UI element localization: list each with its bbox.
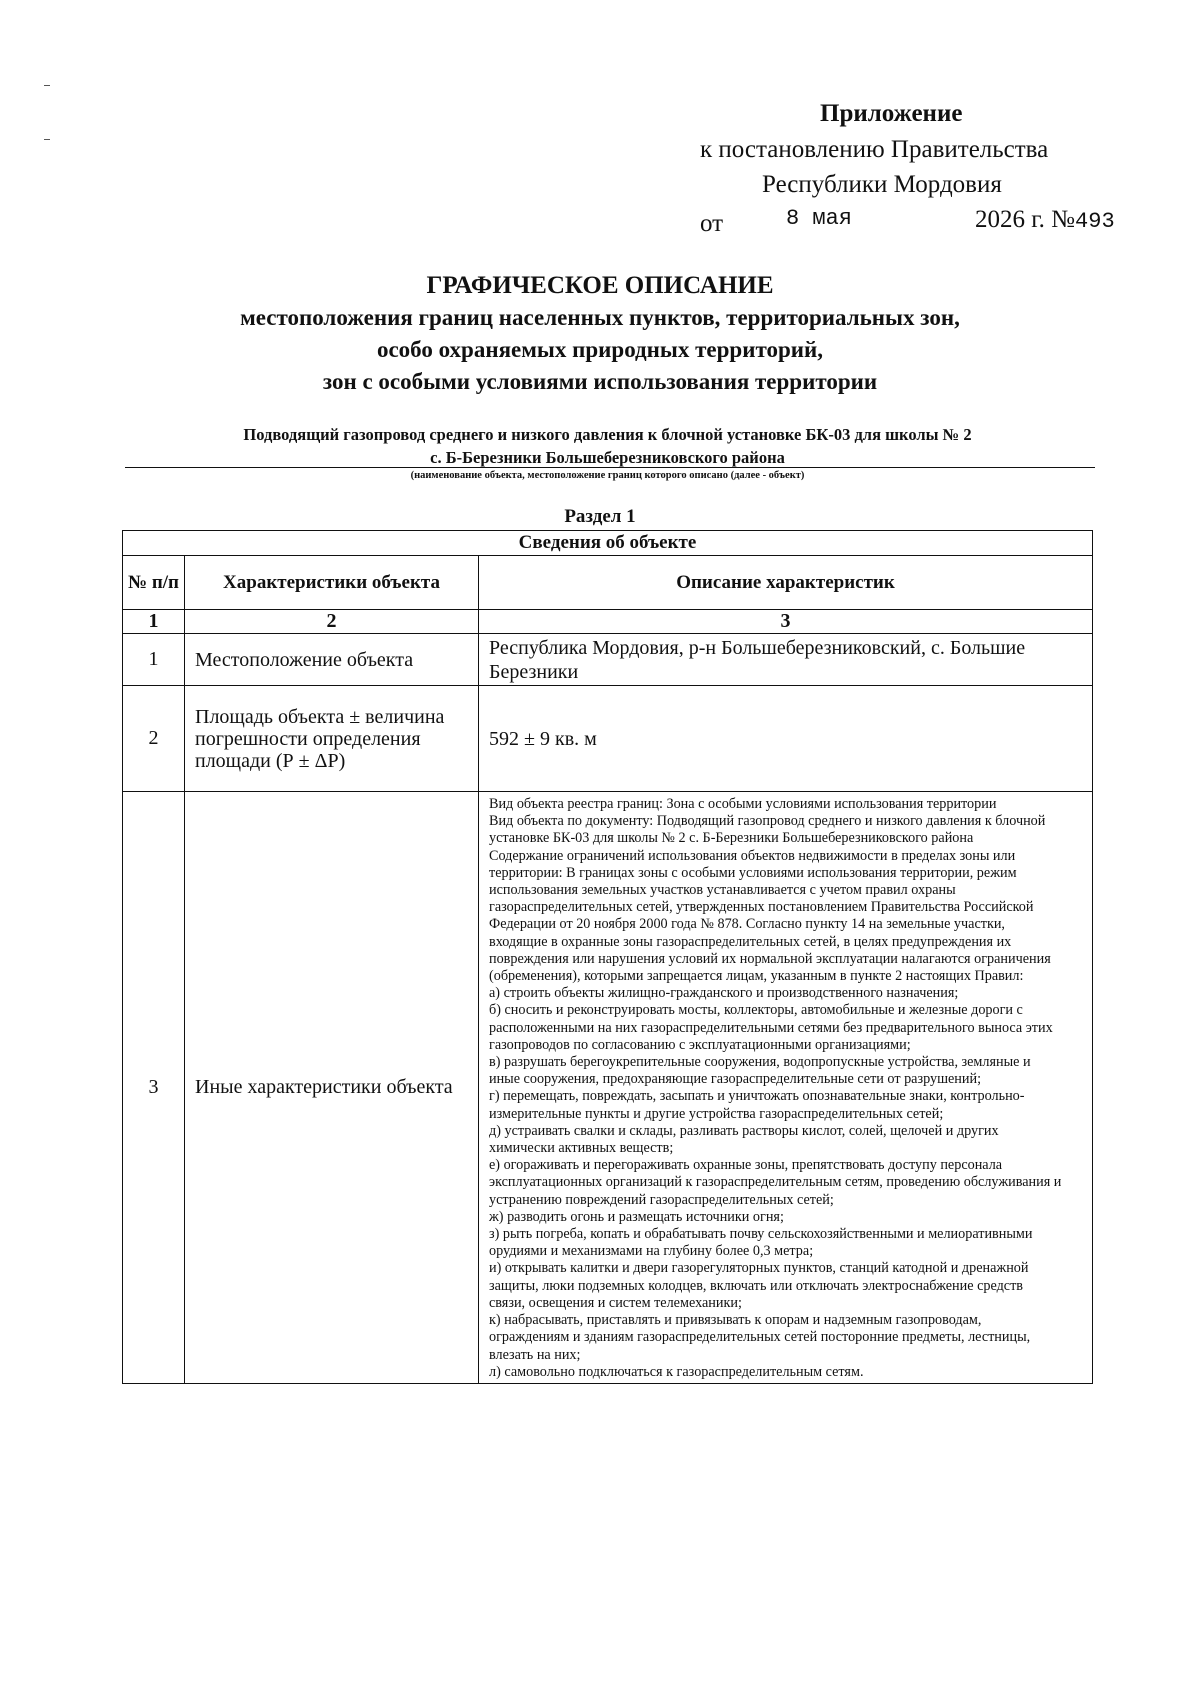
description-line: орудиями и механизмами на глубину более 0,3 метра;	[489, 1243, 814, 1260]
description-line: эксплуатационных организаций к газораспределительным сетям, проведению обслуживания и	[489, 1174, 1062, 1191]
description-line: связи, освещения и систем телемеханики;	[489, 1294, 742, 1311]
description-line: газораспределительных сетей, утвержденных постановлением Правительства Российской	[489, 899, 1034, 916]
title-line-1: местоположения границ населенных пунктов, территориальных зон,	[240, 305, 960, 330]
row-description	[479, 792, 1093, 1384]
object-name	[120, 423, 1095, 469]
description-line: территории: В границах зоны с особыми условиями использования территории, режим	[489, 864, 1017, 881]
description-line: Содержание ограничений использования объектов недвижимости в пределах зоны или	[489, 847, 1016, 864]
description-line: е) огораживать и перегораживать охранные зоны, препятствовать доступу персонала	[489, 1157, 1003, 1174]
object-info-table	[122, 530, 1093, 1384]
header-num: № п/п	[123, 556, 185, 610]
description-line: измерительные пункты и другие устройства газораспределительных сетей;	[489, 1105, 944, 1122]
row-description: Республика Мордовия, р-н Большеберезниковский, с. Большие Березники	[479, 634, 1093, 686]
table-caption: Сведения об объекте	[123, 531, 1093, 556]
scan-mark	[44, 85, 50, 86]
header-characteristic: Характеристики объекта	[185, 556, 479, 610]
description-line: химически активных веществ;	[489, 1140, 674, 1157]
description-line: а) строить объекты жилищно-гражданского и производственного назначения;	[489, 985, 959, 1002]
appendix-line-2: Республики Мордовия	[762, 171, 1002, 198]
description-line: б) сносить и реконструировать мосты, коллекторы, автомобильные и железные дороги с	[489, 1002, 1023, 1019]
title-line-3: зон с особыми условиями использования территории	[322, 369, 878, 394]
description-line: л) самовольно подключаться к газораспределительным сетям.	[489, 1363, 864, 1380]
resolution-number: 493	[1075, 209, 1115, 234]
row-characteristic: Площадь объекта ± величина погрешности определения площади (Р ± ΔР)	[185, 686, 479, 792]
date-day: 8 мая	[786, 206, 853, 231]
object-underline	[125, 467, 1095, 468]
table-row	[123, 686, 1093, 792]
document-title	[0, 270, 1200, 398]
description-line: г) перемещать, повреждать, засыпать и уничтожать опознавательные знаки, контрольно-	[489, 1088, 1025, 1105]
description-line: входящие в охранные зоны газораспределительных сетей, в целях предупреждения их	[489, 933, 1012, 950]
description-line: Вид объекта реестра границ: Зона с особыми условиями использования территории	[489, 796, 997, 812]
table-row	[123, 634, 1093, 686]
description-line: газопроводов по согласованию с эксплуатационными организациями;	[489, 1036, 911, 1053]
section-title: Раздел 1	[564, 506, 636, 527]
date-prefix: от	[700, 210, 724, 237]
table-row	[123, 792, 1093, 1384]
object-note: (наименование объекта, местоположение границ которого описано (далее - объект)	[410, 470, 805, 481]
appendix-title: Приложение	[820, 100, 963, 127]
object-name-line-1: Подводящий газопровод среднего и низкого давления к блочной установке БК-03 для школы № 2	[243, 425, 972, 444]
description-line: к) набрасывать, приставлять и привязывать к опорам и надземным газопроводам,	[489, 1312, 982, 1329]
description-line: ограждениям и зданиям газораспределительных сетей посторонние предметы, лестницы,	[489, 1329, 1031, 1346]
appendix-date	[700, 206, 1140, 236]
column-number: 3	[479, 610, 1093, 634]
description-line: и) открывать калитки и двери газорегуляторных пунктов, станций катодной и дренажной	[489, 1260, 1029, 1277]
description-line: з) рыть погреба, копать и обрабатывать почву сельскохозяйственными и мелиоративными	[489, 1226, 1033, 1243]
row-number: 2	[123, 686, 185, 792]
title-main: ГРАФИЧЕСКОЕ ОПИСАНИЕ	[426, 272, 774, 299]
description-line: Вид объекта по документу: Подводящий газопровод среднего и низкого давления к блочной	[489, 813, 1046, 830]
date-year: 2026 г. №	[975, 206, 1076, 233]
description-line: (обременения), которыми запрещается лицам, указанным в пункте 2 настоящих Правил:	[489, 968, 1024, 985]
description-line: расположенными на них газораспределительными сетями без предварительного выноса этих	[489, 1019, 1053, 1036]
row-characteristic: Иные характеристики объекта	[185, 792, 479, 1384]
appendix-line-1: к постановлению Правительства	[700, 136, 1049, 163]
description-line: иные сооружения, предохраняющие газораспределительные сети от разрушений;	[489, 1071, 982, 1088]
title-line-2: особо охраняемых природных территорий,	[376, 337, 824, 362]
row-characteristic: Местоположение объекта	[185, 634, 479, 686]
description-line: ж) разводить огонь и размещать источники огня;	[489, 1208, 784, 1225]
description-line: использования земельных участков устанавливается с учетом правил охраны	[489, 882, 956, 899]
description-line: устранению повреждений газораспределительных сетей;	[489, 1191, 834, 1208]
row-number: 3	[123, 792, 185, 1384]
row-number: 1	[123, 634, 185, 686]
date-number	[975, 206, 1115, 234]
description-line: влезать на них;	[489, 1346, 581, 1363]
header-description: Описание характеристик	[479, 556, 1093, 610]
description-line: в) разрушать берегоукрепительные сооружения, водопропускные устройства, земляные и	[489, 1054, 1031, 1071]
column-number: 1	[123, 610, 185, 634]
scan-mark	[44, 139, 50, 140]
description-line: Федерации от 20 ноября 2000 года № 878. Согласно пункту 14 на земельные участки,	[489, 916, 1005, 933]
description-line: защиты, люки подземных колодцев, включать или отключать электроснабжение средств	[489, 1277, 1023, 1294]
column-number: 2	[185, 610, 479, 634]
description-line: повреждения или нарушения условий их нормальной эксплуатации налагаются ограничения	[489, 950, 1051, 967]
column-number-row	[123, 610, 1093, 634]
object-name-line-2: с. Б-Березники Большеберезниковского района	[430, 448, 785, 467]
description-line: д) устраивать свалки и склады, разливать растворы кислот, солей, щелочей и других	[489, 1122, 999, 1139]
description-line: установке БК-03 для школы № 2 с. Б-Березники Большеберезниковского района	[489, 830, 974, 847]
row-description: 592 ± 9 кв. м	[479, 686, 1093, 792]
